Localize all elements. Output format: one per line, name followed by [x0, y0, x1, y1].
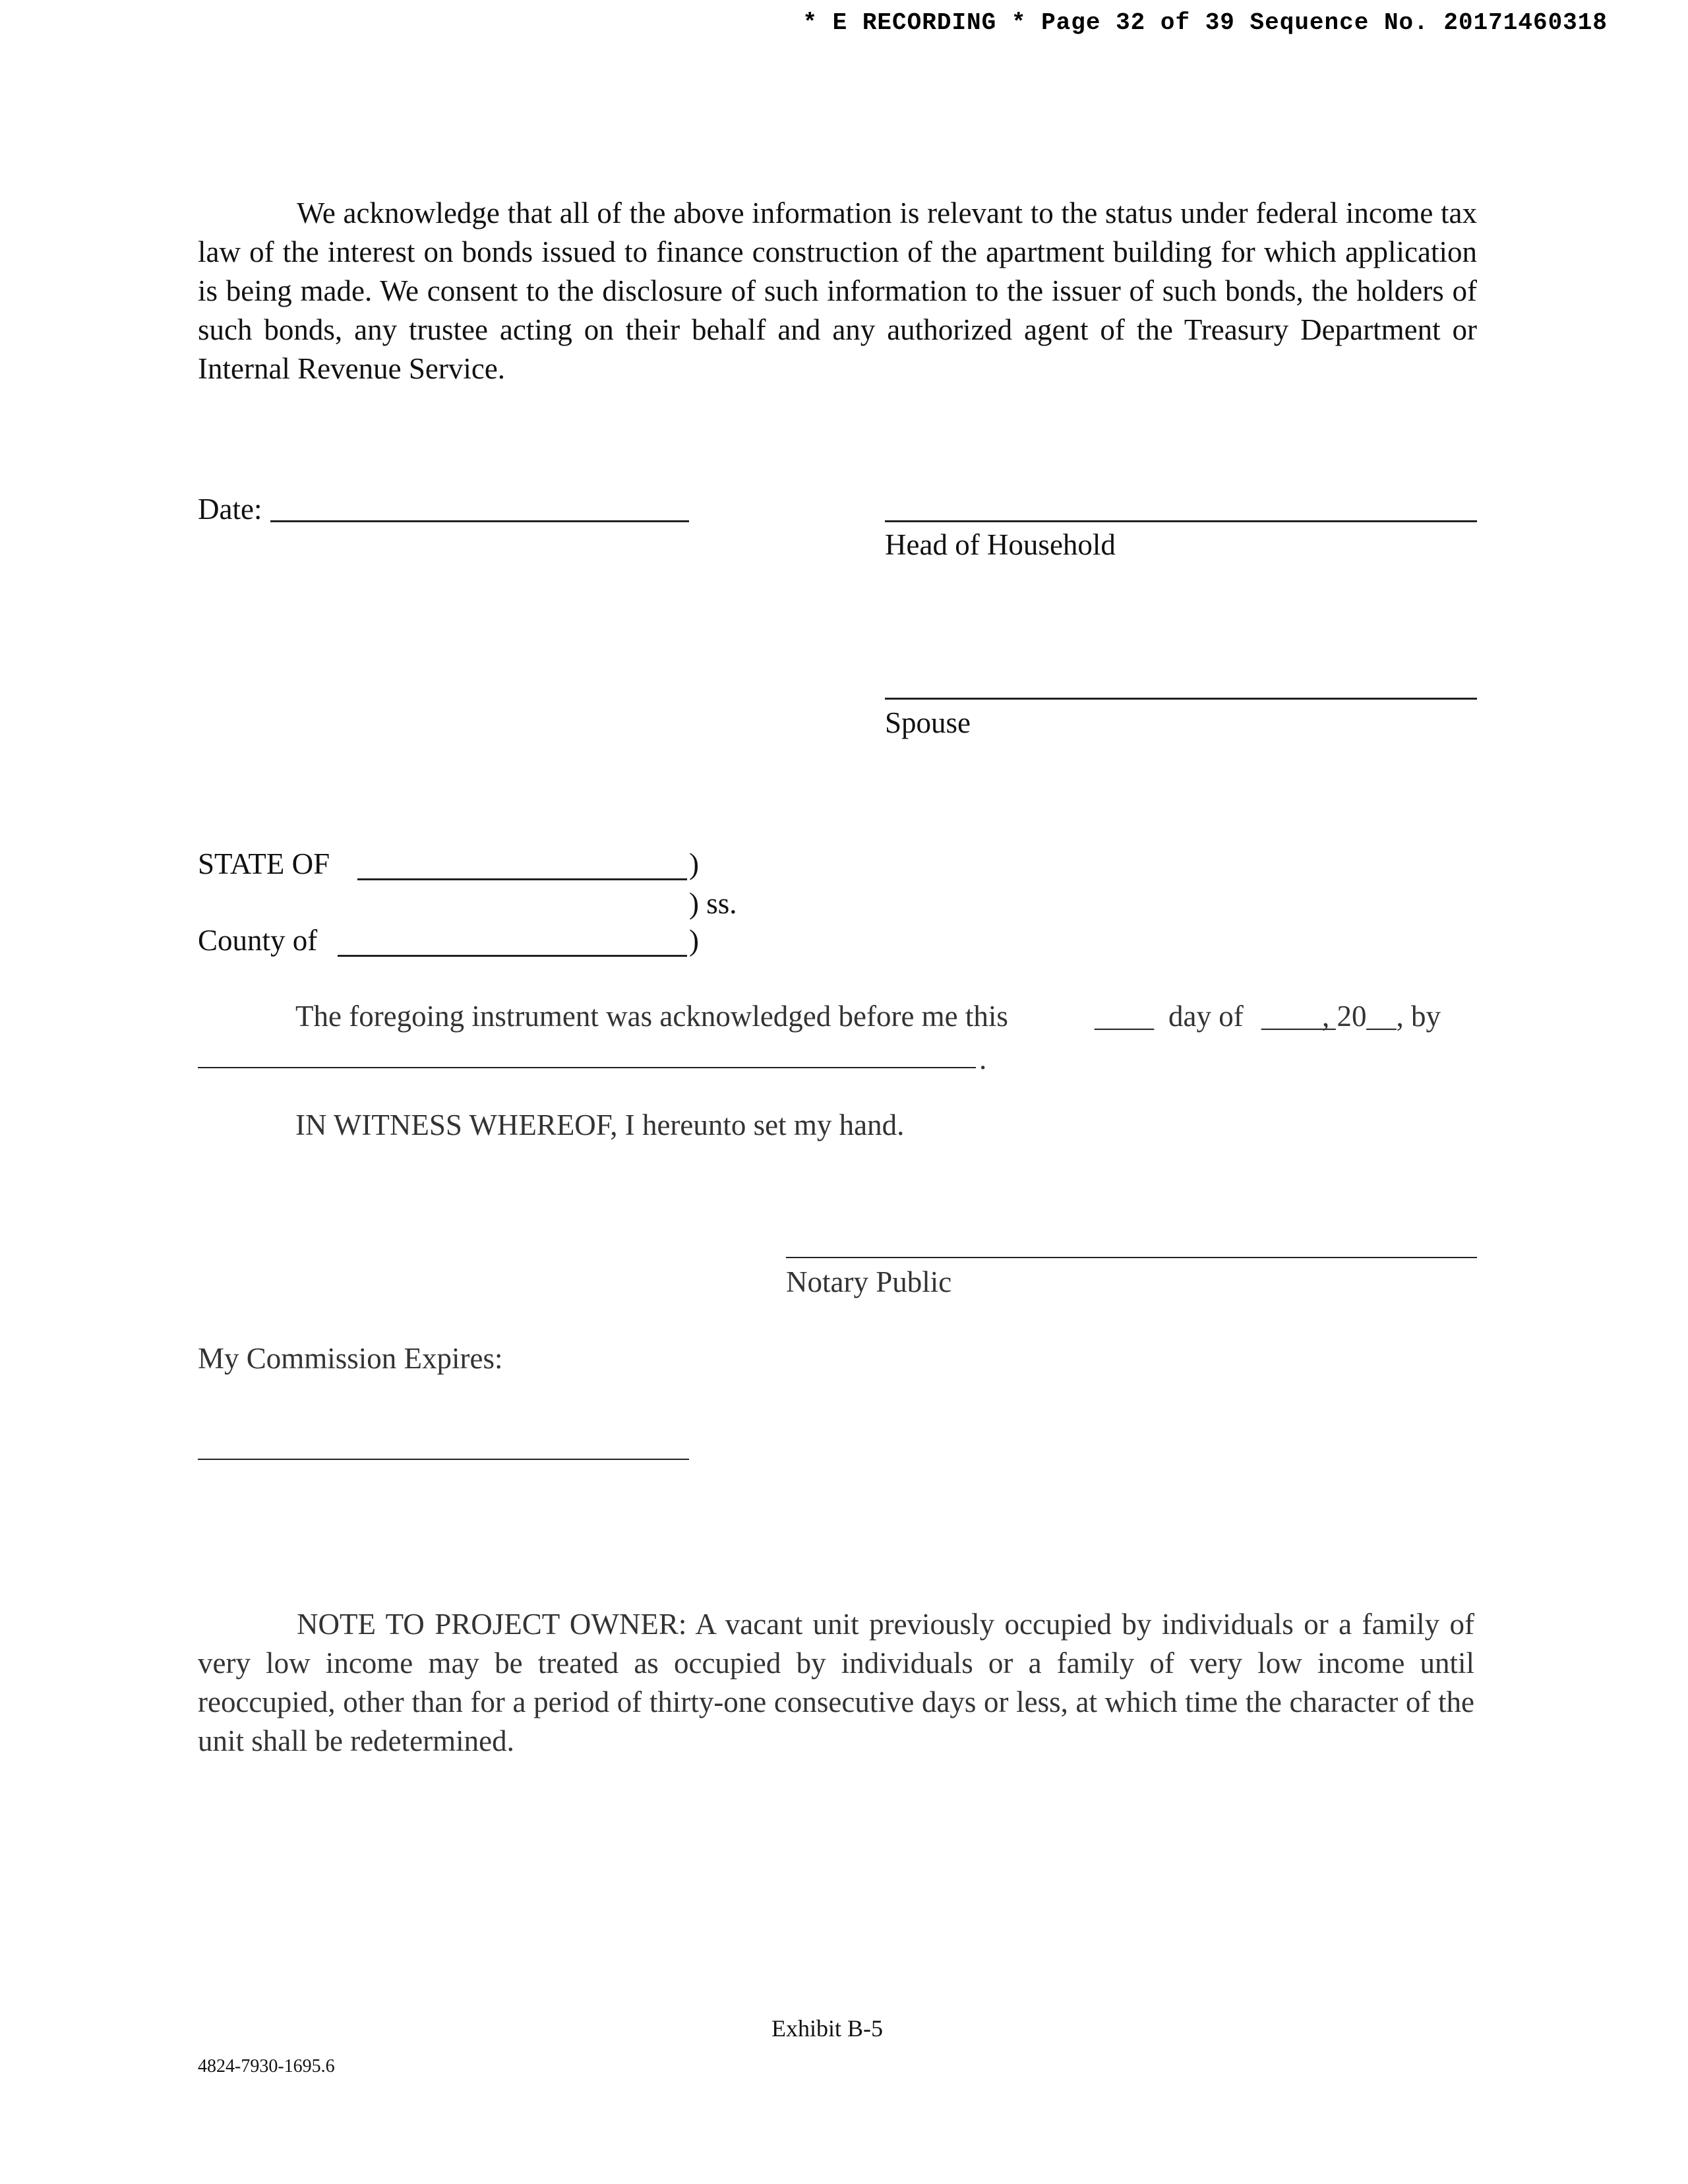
instrument-text: The foregoing instrument was acknowledged before me this: [295, 1000, 1008, 1033]
county-of-label: County of: [198, 924, 318, 957]
ss-label: ) ss.: [689, 887, 737, 920]
spouse-label: Spouse: [885, 706, 971, 739]
note-to-project-owner: NOTE TO PROJECT OWNER: A vacant unit previously occupied by individuals or a family of very low income may be treated as occupied by individuals or a family of very low income until reoccupied, other than for a period of thirty-one consecutive days or less, at which time the character of the unit shall be redetermined.: [198, 1608, 1474, 1757]
recording-header: * E RECORDING * Page 32 of 39 Sequence No. 20171460318: [802, 9, 1608, 36]
witness-text: IN WITNESS WHEREOF, I hereunto set my hand.: [295, 1108, 905, 1141]
head-of-household-label: Head of Household: [885, 528, 1116, 561]
acknowledgment-paragraph: We acknowledge that all of the above information is relevant to the status under federal income tax law of the interest on bonds issued to finance construction of the apartment building for which application is being made. We consent to the disclosure of such information to the issuer of such bonds, the holders of such bonds, any trustee acting on their behalf and any authorized agent of the Treasury Department or Internal Revenue Service.: [198, 197, 1477, 385]
state-paren: ): [689, 847, 699, 880]
county-line[interactable]: [338, 955, 687, 957]
exhibit-label: Exhibit B-5: [771, 2015, 883, 2042]
date-line[interactable]: [270, 520, 689, 522]
county-paren: ): [689, 924, 699, 957]
head-of-household-signature-line[interactable]: [885, 520, 1477, 522]
commission-expires-label: My Commission Expires:: [198, 1342, 503, 1375]
year-by-text: , 20__, by: [1322, 1000, 1441, 1033]
state-line[interactable]: [357, 878, 687, 880]
acknowledged-by-line[interactable]: [198, 1067, 976, 1068]
month-blank[interactable]: _____: [1261, 1000, 1336, 1033]
date-label: Date:: [198, 493, 262, 526]
period: .: [979, 1043, 987, 1076]
day-of-label: day of: [1168, 1000, 1244, 1033]
document-number: 4824-7930-1695.6: [198, 2056, 335, 2077]
notary-signature-line[interactable]: [786, 1257, 1477, 1258]
spouse-signature-line[interactable]: [885, 698, 1477, 700]
state-of-label: STATE OF: [198, 847, 330, 880]
commission-expires-line[interactable]: [198, 1459, 689, 1460]
day-blank[interactable]: ____: [1095, 1000, 1154, 1033]
notary-public-label: Notary Public: [786, 1265, 952, 1298]
